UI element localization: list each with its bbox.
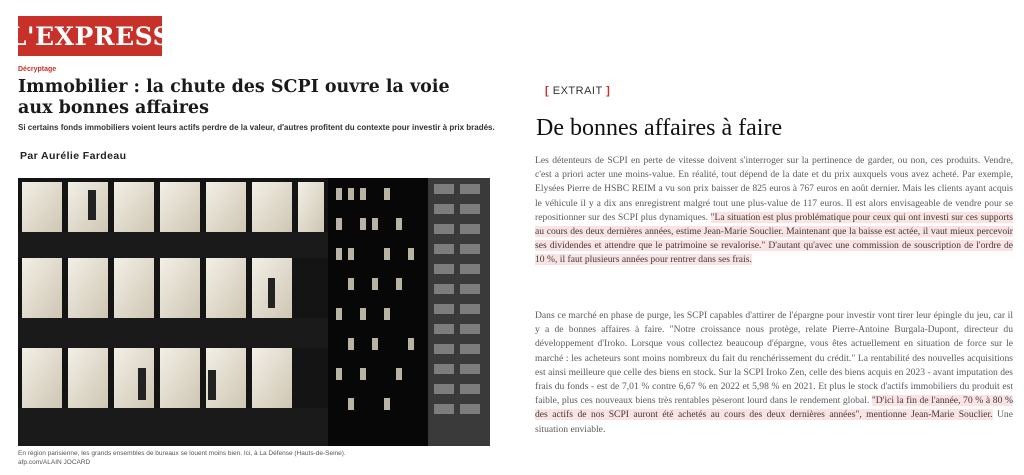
paragraph-2-ending: Une situation enviable. xyxy=(535,409,1013,435)
photo-credit: afp.com/ALAIN JOCARD xyxy=(18,459,91,466)
lexpress-logo[interactable]: L'EXPRESS xyxy=(18,16,162,56)
excerpt-title: De bonnes affaires à faire xyxy=(536,115,783,141)
paragraph-1-text: Les détenteurs de SCPI en perte de vitesse doivent s'interroger sur la pertinence de garder, ou non, ces produits. Vendre, c'est a priori acter une moins-value. En réalité, tout dépend de la date et du prix auxquels vous avez acheté. Par exemple, Elysées Pierre de HSBC REIM a vu son prix baisser de 825 euros à 767 euros en août dernier. Mais les clients ayant acquis le véhicule il y a dix ans enregistrent malgré tout une plus-value de 117 euros. Il est alors envisageable de vendre pour se repositionner sur des SCPI plus dynamiques. xyxy=(535,155,1013,223)
article-photo xyxy=(18,178,490,446)
paragraph-1-highlight: "La situation est plus problématique pour ceux qui ont investi sur ces supports au cours des deux dernières années, estime Jean-Marie Souclier. Maintenant que la baisse est actée, il vaut mieux percevoir ses dividendes et attendre que le patrimoine se revalorise." D'autant qu'avec une commission de souscription de l'ordre de 10 %, il faut plusieurs années pour rentrer dans ses frais. xyxy=(535,211,1013,266)
excerpt-panel xyxy=(520,0,1024,475)
article-panel xyxy=(0,0,505,475)
excerpt-tag-label: EXTRAIT xyxy=(552,85,603,97)
article-lede: Si certains fonds immobiliers voient leurs actifs perdre de la valeur, d'autres profitent du contexte pour investir à prix bradés. xyxy=(18,123,495,132)
paragraph-2-highlight: "D'ici la fin de l'année, 70 % à 80 % des actifs de nos SCPI auront été achetés au cours des deux dernières années", mentionne Jean-Marie Souclier. xyxy=(535,395,1013,421)
bracket-left-icon: [ xyxy=(545,85,550,97)
bracket-right-icon: ] xyxy=(606,85,611,97)
office-building-photo xyxy=(18,178,490,446)
excerpt-tag xyxy=(540,84,615,98)
paragraph-2-text: Dans ce marché en phase de purge, les SCPI capables d'attirer de l'épargne pour investir vont tirer leur épingle du jeu, car il y a de bonnes affaires à faire. "Notre croissance nous protège, relate Pierre-Antoine Burgala-Dupont, directeur du développement d'Iroko. Lorsque vous collectez beaucoup d'épargne, vous êtes actuellement en situation de force sur le marché : les acheteurs sont moins nombreux du fait du renchérissement du crédit." La rentabilité des nouvelles acquisitions est ainsi meilleure que celle des biens en stock. Sur la SCPI Iroko Zen, celle des biens acquis en 2023 - avant imputation des frais du fonds - est de 7,01 % contre 6,67 % en 2022 et 5,98 % en 2021. Et plus le stock d'actifs immobiliers du produit est faible, plus ces nouveaux biens très rentables pèseront lourd dans le rendement global. xyxy=(535,310,1013,407)
photo-caption: En région parisienne, les grands ensembles de bureaux se louent moins bien. Ici, à La Défense (Hauts-de-Seine). xyxy=(18,450,346,457)
article-headline: Immobilier : la chute des SCPI ouvre la voie aux bonnes affaires xyxy=(18,77,450,118)
excerpt-paragraph-1 xyxy=(535,154,1013,268)
rubric-label[interactable]: Décryptage xyxy=(18,66,57,73)
excerpt-paragraph-2 xyxy=(535,309,1013,437)
author-byline[interactable]: Par Aurélie Fardeau xyxy=(20,150,127,162)
